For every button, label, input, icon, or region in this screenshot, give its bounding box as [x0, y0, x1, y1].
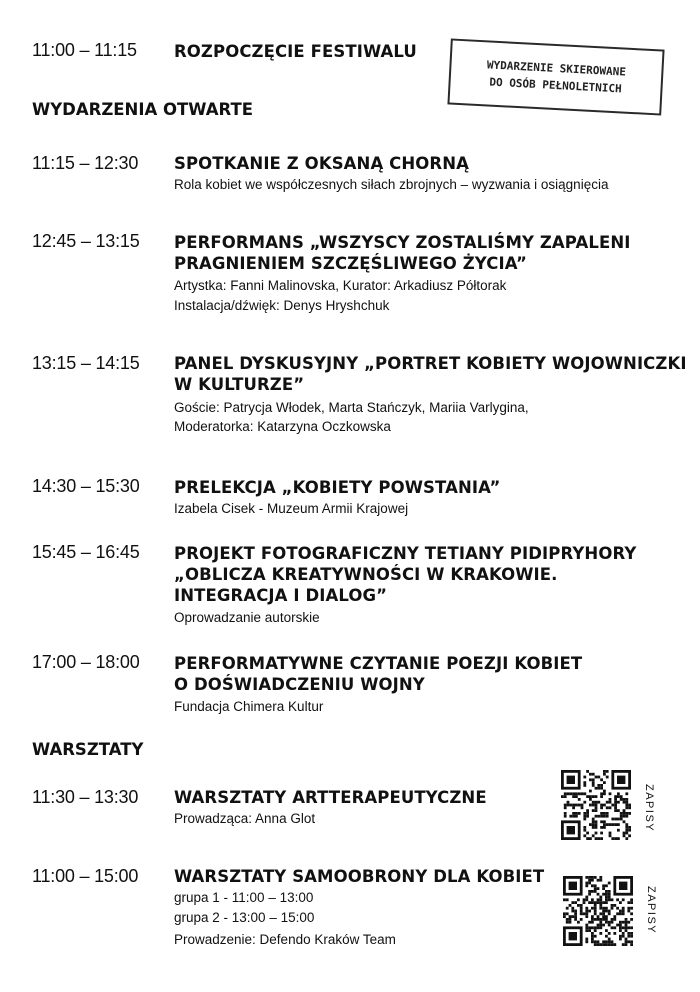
event-time: 14:30 – 15:30 — [32, 476, 140, 496]
opening-time: 11:00 – 11:15 — [32, 40, 137, 60]
event-detail: Goście: Patrycja Włodek, Marta Stańczyk, Mariia Varlygina, — [174, 400, 529, 415]
event-detail: Oprowadzanie autorskie — [174, 610, 320, 625]
opening-title: ROZPOCZĘCIE FESTIWALU — [174, 42, 417, 61]
event-title: PRAGNIENIEM SZCZĘŚLIWEGO ŻYCIA” — [174, 254, 527, 273]
signup-label: ZAPISY — [643, 784, 655, 833]
adults-only-stamp — [447, 38, 664, 115]
event-title: O DOŚWIADCZENIU WOJNY — [174, 675, 425, 694]
section-open-events: WYDARZENIA OTWARTE — [32, 100, 254, 119]
workshop-detail: grupa 2 - 13:00 – 15:00 — [174, 910, 315, 925]
event-title: INTEGRACJA I DIALOG” — [174, 586, 388, 605]
workshop-detail: Prowadzenie: Defendo Kraków Team — [174, 932, 396, 947]
workshop-detail: Prowadząca: Anna Glot — [174, 811, 316, 826]
workshop-time: 11:30 – 13:30 — [32, 787, 139, 807]
signup-label: ZAPISY — [645, 886, 657, 935]
event-title: „OBLICZA KREATYWNOŚCI W KRAKOWIE. — [174, 565, 558, 584]
qr-code-icon[interactable] — [561, 770, 631, 840]
event-title: SPOTKANIE Z OKSANĄ CHORNĄ — [174, 154, 470, 173]
qr-code-icon[interactable] — [563, 876, 633, 946]
event-title: PANEL DYSKUSYJNY „PORTRET KOBIETY WOJOWNICZKI — [174, 354, 687, 373]
event-title: PRELEKCJA „KOBIETY POWSTANIA” — [174, 478, 501, 497]
event-title: PROJEKT FOTOGRAFICZNY TETIANY PIDIPRYHORY — [174, 544, 637, 563]
event-time: 17:00 – 18:00 — [32, 652, 140, 672]
stamp-line-1: WYDARZENIE SKIEROWANE — [486, 58, 627, 79]
workshop-time: 11:00 – 15:00 — [32, 866, 139, 886]
stamp-line-2: DO OSÓB PEŁNOLETNICH — [489, 75, 623, 96]
event-time: 15:45 – 16:45 — [32, 542, 140, 562]
section-workshops: WARSZTATY — [32, 740, 144, 759]
event-title: PERFORMANS „WSZYSCY ZOSTALIŚMY ZAPALENI — [174, 233, 631, 252]
event-detail: Izabela Cisek - Muzeum Armii Krajowej — [174, 501, 409, 516]
event-detail: Artystka: Fanni Malinovska, Kurator: Arkadiusz Półtorak — [174, 278, 507, 293]
event-detail: Fundacja Chimera Kultur — [174, 699, 324, 714]
event-detail: Rola kobiet we współczesnych siłach zbrojnych – wyzwania i osiągnięcia — [174, 177, 609, 192]
workshop-title: WARSZTATY ARTTERAPEUTYCZNE — [174, 788, 487, 807]
event-time: 11:15 – 12:30 — [32, 153, 139, 173]
workshop-detail: grupa 1 - 11:00 – 13:00 — [174, 890, 314, 905]
event-title: W KULTURZE” — [174, 375, 305, 394]
event-title: PERFORMATYWNE CZYTANIE POEZJI KOBIET — [174, 654, 583, 673]
event-time: 13:15 – 14:15 — [32, 353, 140, 373]
event-detail: Instalacja/dźwięk: Denys Hryshchuk — [174, 298, 390, 313]
event-detail: Moderatorka: Katarzyna Oczkowska — [174, 419, 391, 434]
event-time: 12:45 – 13:15 — [32, 231, 140, 251]
workshop-title: WARSZTATY SAMOOBRONY DLA KOBIET — [174, 867, 545, 886]
